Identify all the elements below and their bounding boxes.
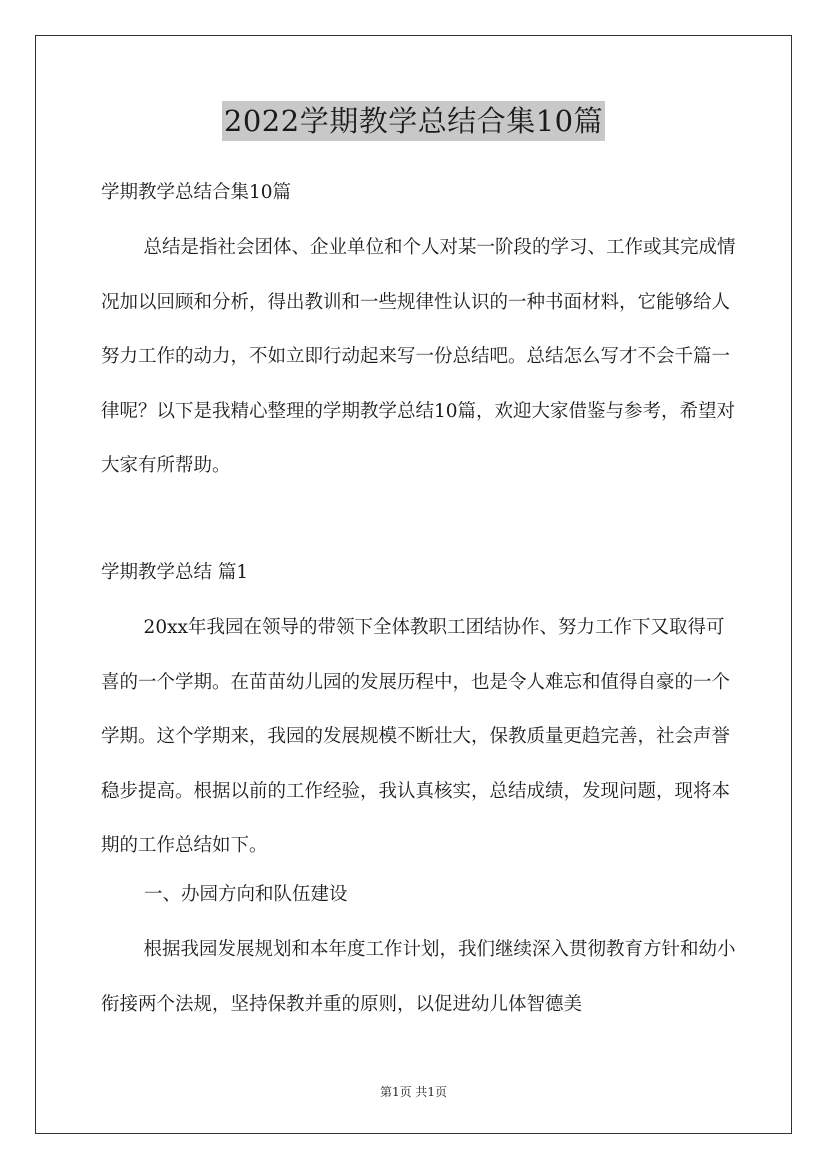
page-footer: 第1页 共1页 <box>379 1085 448 1099</box>
sub-paragraph: 根据我园发展规划和本年度工作计划，我们继续深入贯彻教育方针和幼小衔接两个法规，坚持保教并重的原则，以促进幼儿体智德美 <box>101 939 736 1015</box>
document-title-container <box>0 101 827 141</box>
intro-paragraph: 总结是指社会团体、企业单位和个人对某一阶段的学习、工作或其完成情况加以回顾和分析，得出教训和一些规律性认识的一种书面材料，它能够给人努力工作的动力，不如立即行动起来写一份总结吧。总结怎么写才不会千篇一律呢？以下是我精心整理的学期教学总结10篇，欢迎大家借鉴与参考，希望对大家有所帮助。 <box>101 237 736 476</box>
sub-heading: 一、办园方向和队伍建设 <box>144 884 348 905</box>
document-subtitle: 学期教学总结合集10篇 <box>101 182 292 203</box>
section-paragraph: 20xx年我园在领导的带领下全体教职工团结协作、努力工作下又取得可喜的一个学期。在苗苗幼儿园的发展历程中，也是令人难忘和值得自豪的一个学期。这个学期来，我园的发展规模不断壮大，保教质量更趋完善，社会声誉稳步提高。根据以前的工作经验，我认真核实，总结成绩，发现问题，现将本期的工作总结如下。 <box>101 617 731 856</box>
document-title: 2022学期教学总结合集10篇 <box>222 101 605 141</box>
section-heading: 学期教学总结 篇1 <box>101 562 249 583</box>
